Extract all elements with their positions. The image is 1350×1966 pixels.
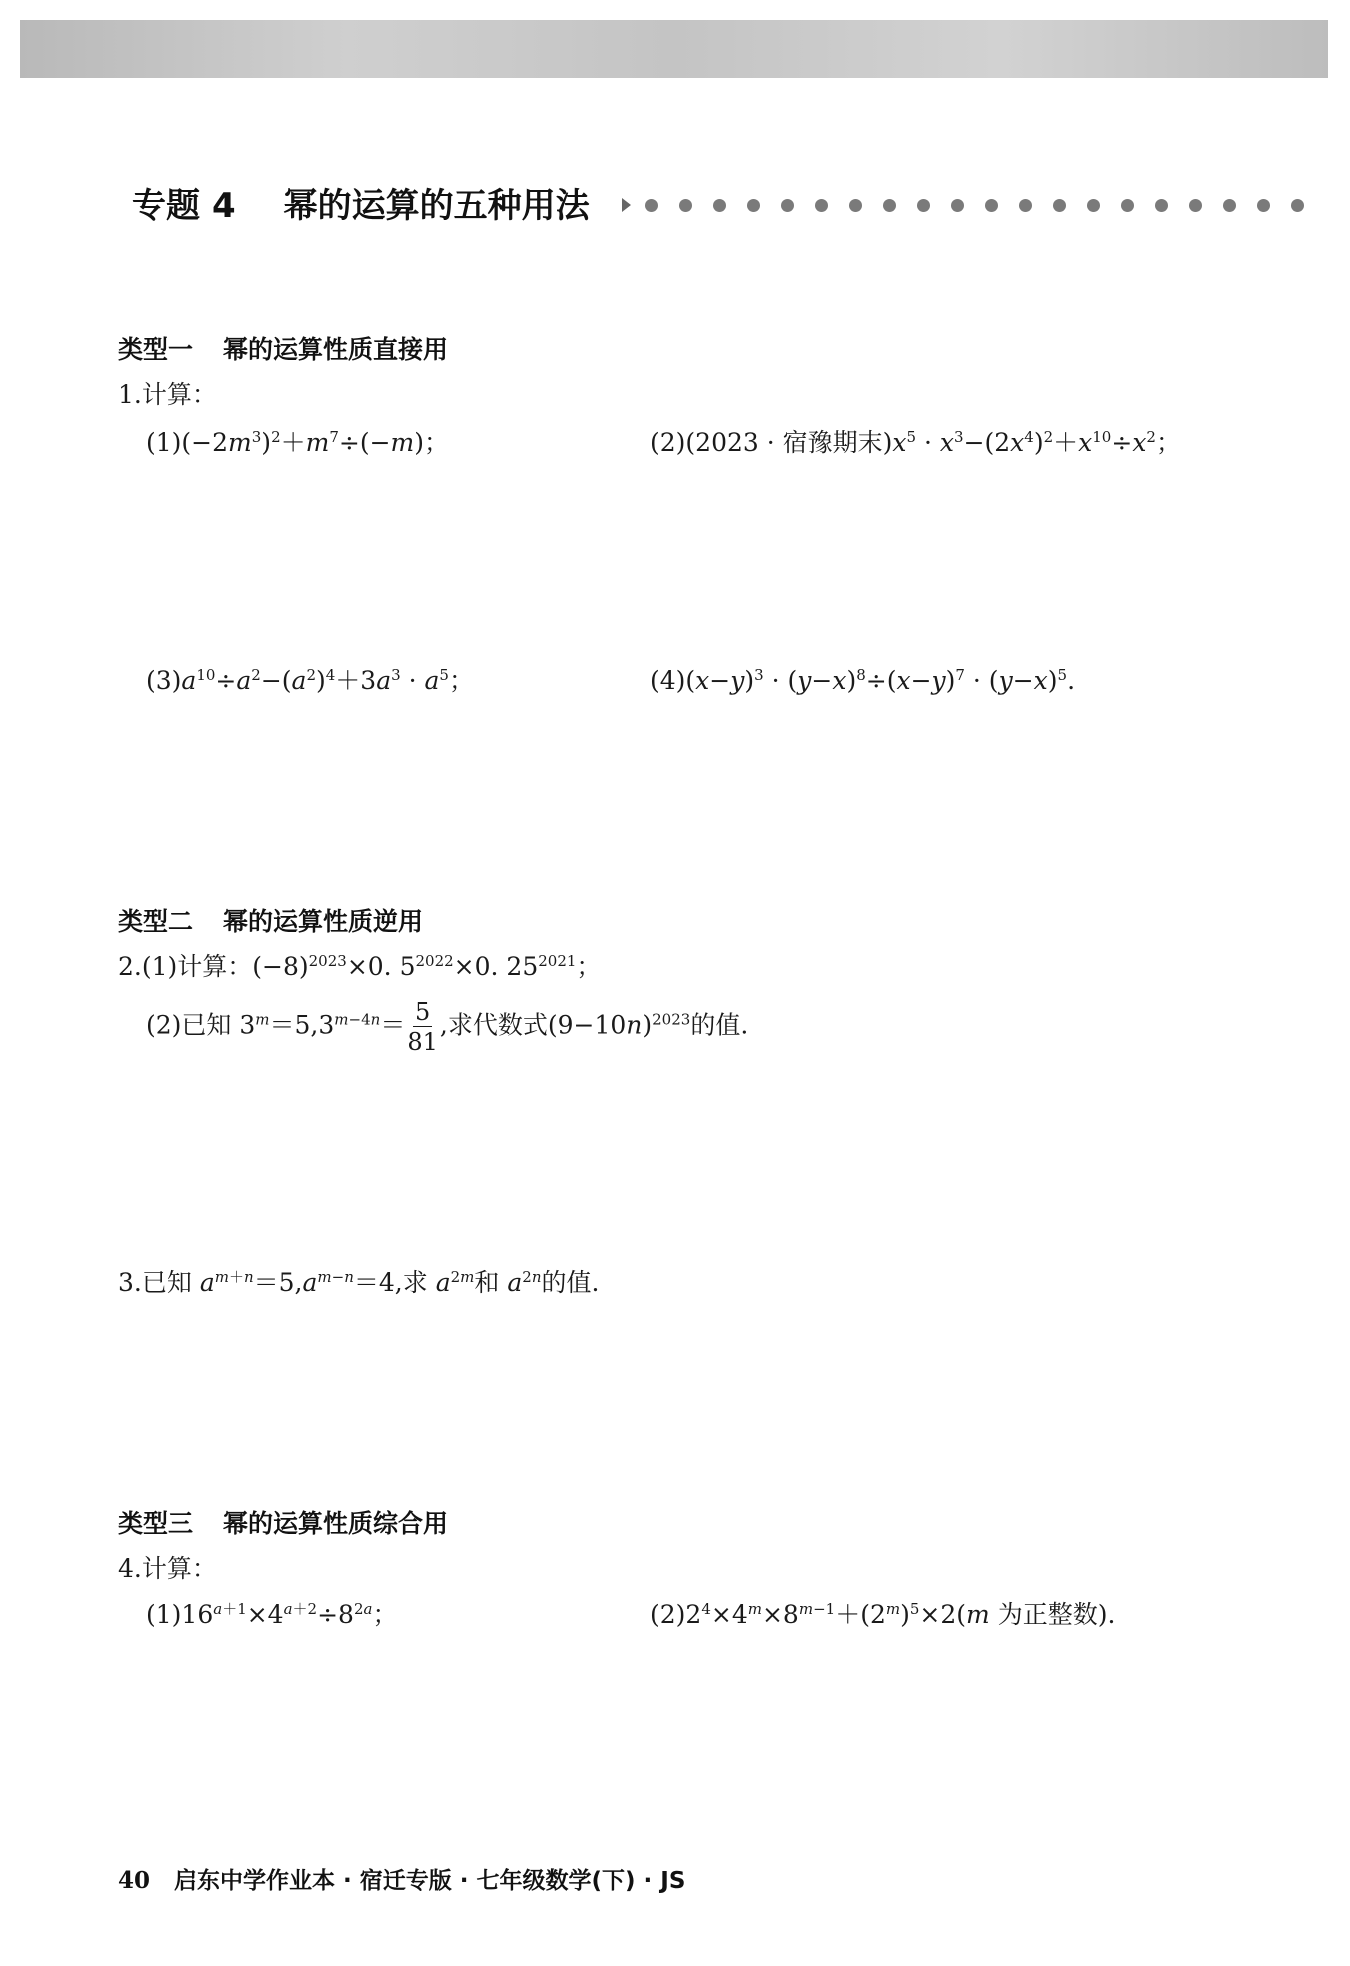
problem-4-1: $(1)16^{a+1}\times 4^{a+2}\div 8^{2a}$； bbox=[146, 1600, 398, 1629]
problem-3: 3.已知 $a^{m+n}=5,a^{m-n}=4$,求 $a^{2m}$和 $a^{2n}$的值. bbox=[118, 1268, 600, 1297]
section-title-1: 类型一 幂的运算性质直接用 bbox=[118, 335, 449, 364]
topic-heading bbox=[132, 178, 590, 227]
source-note: 2023 · 宿豫期末 bbox=[695, 428, 883, 457]
page-footer bbox=[118, 1862, 685, 1895]
topic-title: 幂的运算的五种用法 bbox=[283, 186, 590, 226]
arrow-icon bbox=[622, 198, 631, 212]
problem-1-intro: 1.计算： bbox=[118, 380, 217, 409]
problem-4-intro: 4.计算： bbox=[118, 1554, 217, 1583]
section-title-2: 类型二 幂的运算性质逆用 bbox=[118, 907, 424, 936]
fraction-5-81: $\frac{5}{81}$ bbox=[407, 998, 438, 1056]
problem-1-3: $(3)a^{10}\div a^2-(a^2)^4+3a^3 \cdot a^5$； bbox=[146, 666, 474, 695]
problem-2-2: (2)已知 $3^m=5,3^{m-4n}=$ $\frac{5}{81}$ ,求代数式$(9-10n)^{2023}$的值. bbox=[146, 998, 749, 1056]
header-band bbox=[20, 20, 1328, 78]
section-title-3: 类型三 幂的运算性质综合用 bbox=[118, 1509, 449, 1538]
decorative-dots bbox=[622, 195, 1327, 215]
topic-label: 专题 bbox=[132, 186, 200, 226]
problem-4-2: $(2)2^4\times 4^m\times 8^{m-1}+(2^m)^5\times 2(m$ 为正整数). bbox=[650, 1600, 1116, 1629]
book-title: 启东中学作业本 · 宿迁专版 · 七年级数学(下) · JS bbox=[174, 1868, 686, 1894]
problem-1-1: $(1)(-2m^3)^2+m^7\div(-m)$； bbox=[146, 428, 450, 457]
page-number: 40 bbox=[118, 1867, 151, 1894]
topic-number: 4 bbox=[212, 186, 236, 226]
problem-1-4: $(4)(x-y)^3 \cdot (y-x)^8\div(x-y)^7 \cdot (y-x)^5$. bbox=[650, 666, 1076, 695]
problem-2-1: 2.(1)计算：$(-8)^{2023}\times 0$. $5^{2022}\times 0$. $25^{2021}$； bbox=[118, 952, 602, 981]
problem-1-2: (2)(2023 · 宿豫期末)$x^5 \cdot x^3-(2x^4)^2+x^{10}\div x^2$； bbox=[650, 428, 1181, 457]
